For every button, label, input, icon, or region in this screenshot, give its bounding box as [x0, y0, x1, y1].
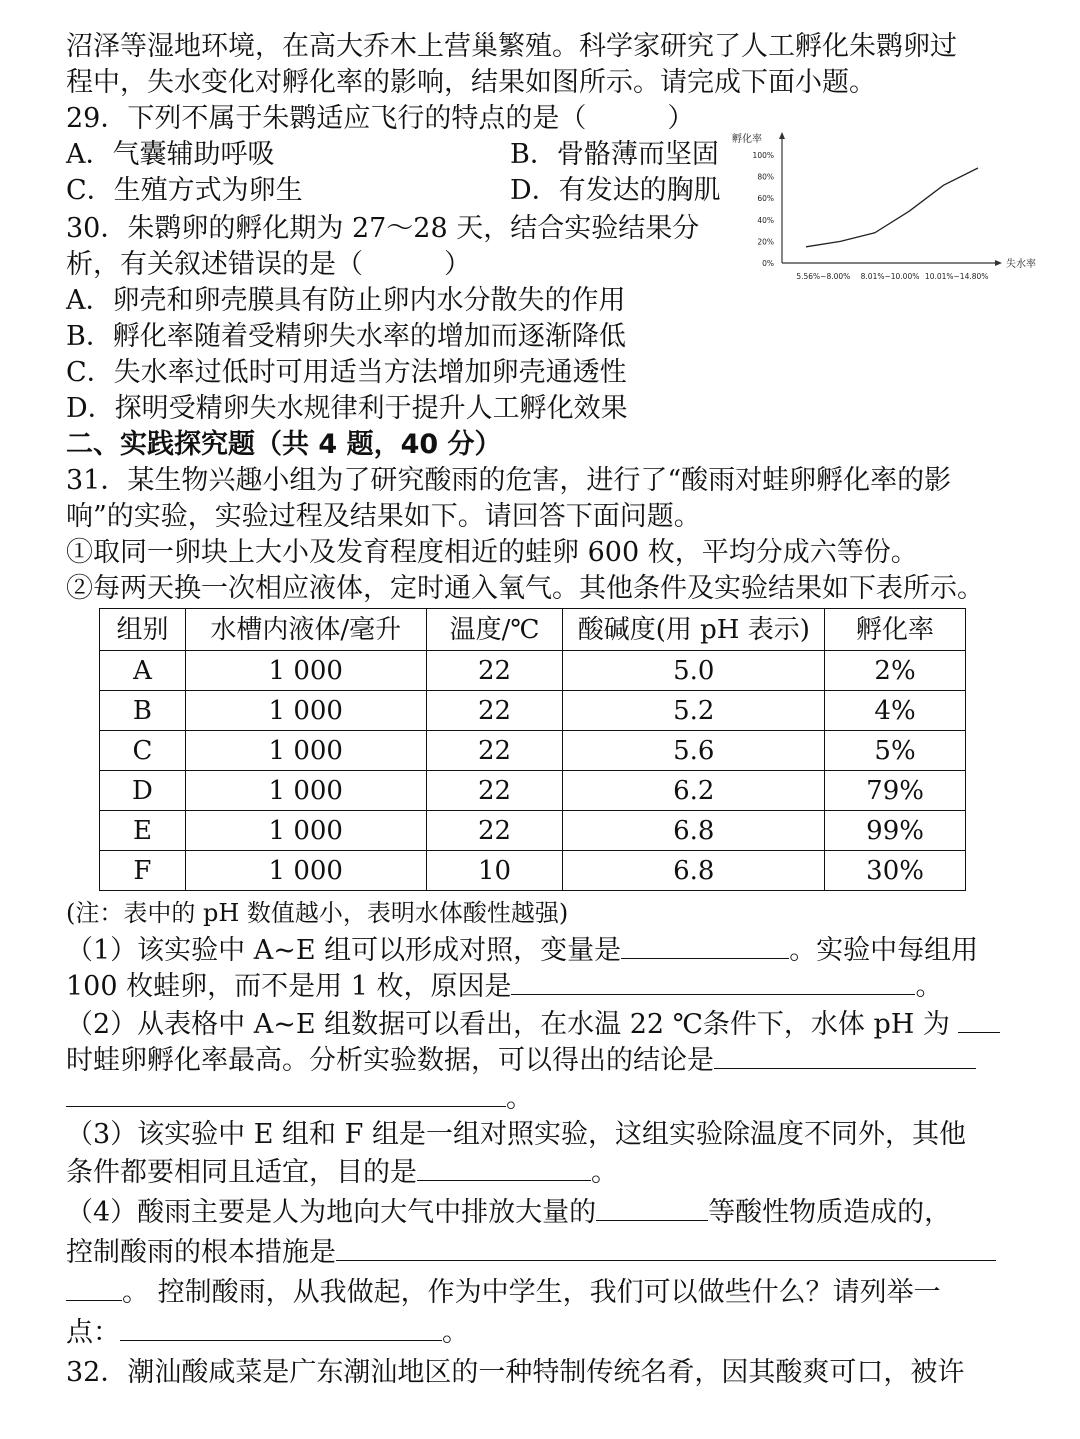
- q31-part2-line3: [66, 1080, 533, 1116]
- q29-stem: 29．下列不属于朱鹮适应飞行的特点的是（ ）: [66, 103, 695, 134]
- cell-ph: 6.8: [563, 851, 825, 891]
- q31-part1-text-b: 。实验中每组用: [789, 935, 979, 966]
- answer-blank[interactable]: [66, 1274, 122, 1301]
- answer-blank[interactable]: [120, 1314, 442, 1341]
- cell-ph: 5.6: [563, 731, 825, 771]
- q31-part4-line1: [66, 1194, 951, 1230]
- chart-x-tick-label: 5.56%~8.00%: [796, 272, 851, 281]
- chart-y-tick-label: 20%: [757, 237, 774, 247]
- q31-part2-line1: [66, 1006, 1000, 1042]
- table-row: [100, 731, 966, 771]
- table-note: (注：表中的 pH 数值越小，表明水体酸性越强): [66, 899, 569, 927]
- cell-temperature: 22: [426, 811, 563, 851]
- table-row: [100, 771, 966, 811]
- cell-hatch-rate: 79%: [825, 771, 966, 811]
- chart-y-tick-label: 80%: [757, 172, 774, 182]
- q30-option-a: A．卵壳和卵壳膜具有防止卵内水分散失的作用: [66, 285, 626, 316]
- q31-part1-line2: [66, 968, 942, 1004]
- answer-blank[interactable]: [511, 968, 915, 995]
- q31-part4-line2: [66, 1234, 996, 1270]
- cell-volume: 1 000: [185, 771, 426, 811]
- q31-part1-text-a: （1）该实验中 A~E 组可以形成对照，变量是: [66, 935, 622, 966]
- q30-stem-1: 30．朱鹮卵的孵化期为 27～28 天，结合实验结果分: [66, 213, 700, 244]
- q31-part2-text-c: 。: [506, 1083, 533, 1114]
- table-row: [100, 851, 966, 891]
- cell-temperature: 22: [426, 651, 563, 691]
- q31-part4-line3: [66, 1274, 941, 1310]
- section-2-title: 二、实践探究题（共 4 题，40 分）: [66, 429, 502, 460]
- q31-part4-text-e: 点：: [66, 1317, 120, 1348]
- q30-option-b: B．孵化率随着受精卵失水率的增加而逐渐降低: [66, 321, 626, 352]
- q31-step-1: ①取同一卵块上大小及发育程度相近的蛙卵 600 枚，平均分成六等份。: [66, 537, 918, 568]
- cell-group: D: [100, 771, 186, 811]
- chart-y-label: 孵化率: [732, 134, 762, 145]
- table-header-row: [100, 609, 966, 651]
- cell-group: A: [100, 651, 186, 691]
- q31-part2-text-a: （2）从表格中 A~E 组数据可以看出，在水温 22 ℃条件下，水体 pH 为: [66, 1009, 950, 1040]
- table-row: [100, 691, 966, 731]
- q30-stem-2: 析，有关叙述错误的是（ ）: [66, 249, 471, 280]
- q29-option-a: A．气囊辅助呼吸: [66, 139, 275, 170]
- intro-line-1: 沼泽等湿地环境，在高大乔木上营巢繁殖。科学家研究了人工孵化朱鹮卵过: [66, 31, 957, 62]
- answer-blank[interactable]: [417, 1154, 591, 1181]
- q31-part1-text-c: 100 枚蛙卵，而不是用 1 枚，原因是: [66, 971, 512, 1002]
- q31-part3-line2: [66, 1154, 618, 1190]
- cell-volume: 1 000: [185, 691, 426, 731]
- cell-volume: 1 000: [185, 851, 426, 891]
- answer-blank[interactable]: [596, 1194, 708, 1221]
- q31-part4-text-c: 控制酸雨的根本措施是: [66, 1237, 336, 1268]
- table-row: [100, 651, 966, 691]
- chart-x-arrow: [995, 260, 1002, 266]
- chart-y-tick-label: 60%: [757, 194, 774, 204]
- q32-stem-1: 32．潮汕酸咸菜是广东潮汕地区的一种特制传统名肴，因其酸爽可口，被许: [66, 1357, 965, 1388]
- q31-part1-text-d: 。: [915, 971, 943, 1002]
- cell-hatch-rate: 2%: [825, 651, 966, 691]
- answer-blank[interactable]: [714, 1042, 976, 1069]
- chart-x-tick-label: 8.01%~10.00%: [860, 272, 920, 281]
- chart-series-line: [806, 168, 978, 247]
- q31-stem-1: 31．某生物兴趣小组为了研究酸雨的危害，进行了“酸雨对蛙卵孵化率的影: [66, 465, 952, 496]
- q31-step-2: ②每两天换一次相应液体，定时通入氧气。其他条件及实验结果如下表所示。: [66, 573, 984, 604]
- q31-part4-line4: [66, 1314, 469, 1350]
- cell-volume: 1 000: [185, 811, 426, 851]
- q31-part4-text-b: 等酸性物质造成的，: [708, 1197, 952, 1228]
- chart-x-tick-label: 10.01%~14.80%: [924, 272, 989, 281]
- cell-temperature: 10: [426, 851, 563, 891]
- experiment-table: [99, 608, 966, 891]
- q31-part2-text-b: 时蛙卵孵化率最高。分析实验数据，可以得出的结论是: [66, 1045, 714, 1076]
- answer-blank[interactable]: [621, 932, 789, 959]
- cell-temperature: 22: [426, 731, 563, 771]
- q31-part4-text-f: 。: [442, 1317, 469, 1348]
- answer-blank[interactable]: [336, 1234, 996, 1261]
- header-volume: 水槽内液体/毫升: [185, 609, 426, 651]
- q29-option-c: C．生殖方式为卵生: [66, 175, 303, 206]
- cell-temperature: 22: [426, 771, 563, 811]
- q31-part3-text-b: 条件都要相同且适宜，目的是: [66, 1157, 417, 1188]
- chart-y-tick-label: 100%: [752, 151, 774, 160]
- q31-part4-text-d: 。 控制酸雨，从我做起，作为中学生，我们可以做些什么？请列举一: [122, 1277, 941, 1308]
- q31-part3-text-c: 。: [591, 1157, 618, 1188]
- q30-option-d: D．探明受精卵失水规律利于提升人工孵化效果: [66, 393, 628, 424]
- cell-ph: 5.0: [563, 651, 825, 691]
- q31-part2-line2: [66, 1042, 976, 1078]
- cell-temperature: 22: [426, 691, 563, 731]
- cell-hatch-rate: 99%: [825, 811, 966, 851]
- q31-stem-2: 响”的实验，实验过程及结果如下。请回答下面问题。: [66, 501, 701, 532]
- chart-y-arrow: [779, 132, 785, 139]
- cell-ph: 5.2: [563, 691, 825, 731]
- cell-group: C: [100, 731, 186, 771]
- cell-group: F: [100, 851, 186, 891]
- q31-part3-line1: （3）该实验中 E 组和 F 组是一组对照实验，这组实验除温度不同外，其他: [66, 1119, 966, 1150]
- table-row: [100, 811, 966, 851]
- header-group: 组别: [100, 609, 186, 651]
- chart-y-tick-label: 0%: [762, 259, 774, 268]
- cell-group: E: [100, 811, 186, 851]
- q30-option-c: C．失水率过低时可用适当方法增加卵壳通透性: [66, 357, 627, 388]
- cell-group: B: [100, 691, 186, 731]
- answer-blank[interactable]: [958, 1006, 1000, 1033]
- cell-volume: 1 000: [185, 731, 426, 771]
- header-ph: 酸碱度(用 pH 表示): [563, 609, 825, 651]
- chart-y-tick-label: 40%: [757, 215, 774, 225]
- q31-part4-text-a: （4）酸雨主要是人为地向大气中排放大量的: [66, 1197, 597, 1228]
- cell-hatch-rate: 30%: [825, 851, 966, 891]
- cell-hatch-rate: 4%: [825, 691, 966, 731]
- chart-x-label: 失水率: [1006, 259, 1036, 270]
- cell-ph: 6.2: [563, 771, 825, 811]
- cell-volume: 1 000: [185, 651, 426, 691]
- q29-option-b: B．骨骼薄而坚固: [510, 139, 719, 170]
- q29-option-d: D．有发达的胸肌: [510, 175, 721, 206]
- header-hatch-rate: 孵化率: [825, 609, 966, 651]
- cell-ph: 6.8: [563, 811, 825, 851]
- cell-hatch-rate: 5%: [825, 731, 966, 771]
- answer-blank[interactable]: [66, 1080, 506, 1107]
- hatch-rate-chart: [730, 128, 1050, 288]
- header-temperature: 温度/℃: [426, 609, 563, 651]
- intro-line-2: 程中，失水变化对孵化率的影响，结果如图所示。请完成下面小题。: [66, 67, 876, 98]
- q31-part1-line1: [66, 932, 978, 968]
